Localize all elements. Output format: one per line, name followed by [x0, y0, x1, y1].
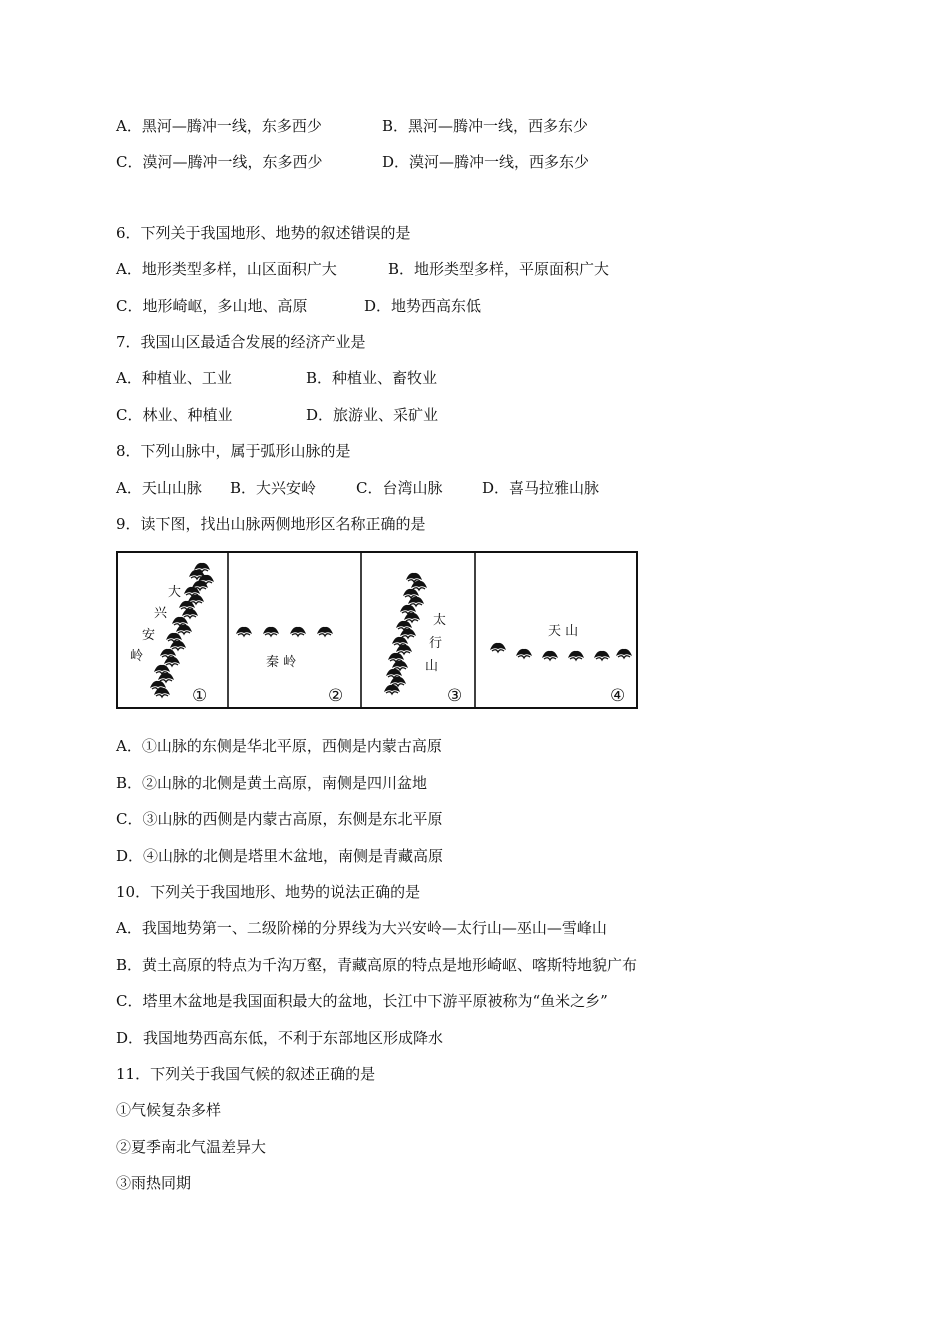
q5-option-a: A．黑河—腾冲一线，东多西少: [116, 117, 322, 135]
q9-option-b: B．②山脉的北侧是黄土高原，南侧是四川盆地: [116, 774, 428, 792]
panel-number-4: ④: [610, 686, 626, 706]
q8-option-b: B．大兴安岭: [230, 479, 317, 497]
q10-option-d: D．我国地势西高东低，不利于东部地区形成降水: [116, 1029, 444, 1047]
q5-option-c: C．漠河—腾冲一线，东多西少: [116, 153, 323, 171]
label-p3-char-2: 行: [429, 636, 443, 651]
q11-stem: 11．下列关于我国气候的叙述正确的是: [116, 1065, 376, 1083]
q8-option-c: C．台湾山脉: [356, 479, 443, 497]
q11-item-3: ③雨热同期: [116, 1174, 192, 1192]
panel-number-1: ①: [192, 686, 208, 706]
q7-option-a: A．种植业、工业: [116, 369, 232, 387]
label-p2: 秦 岭: [266, 655, 297, 670]
q10-stem: 10．下列关于我国地形、地势的说法正确的是: [116, 883, 421, 901]
q5-option-b: B．黑河—腾冲一线，西多东少: [382, 117, 589, 135]
q8-stem: 8．下列山脉中，属于弧形山脉的是: [116, 442, 351, 460]
q9-option-d: D．④山脉的北侧是塔里木盆地，南侧是青藏高原: [116, 847, 444, 865]
q11-item-2: ②夏季南北气温差异大: [116, 1138, 267, 1156]
q10-option-c: C．塔里木盆地是我国面积最大的盆地，长江中下游平原被称为“鱼米之乡”: [116, 992, 608, 1010]
label-p4: 天 山: [548, 624, 579, 639]
label-p1-char-2: 兴: [154, 606, 168, 621]
q6-stem: 6．下列关于我国地形、地势的叙述错误的是: [116, 224, 411, 242]
q5-options-row-2: [116, 152, 590, 212]
q5-option-d: D．漠河—腾冲一线，西多东少: [382, 153, 590, 171]
q11-item-1: ①气候复杂多样: [116, 1101, 222, 1119]
label-p1-char-4: 岭: [130, 649, 144, 664]
label-p3-char-1: 太: [433, 613, 447, 628]
mountain-range-figure: [116, 551, 638, 709]
q10-option-a: A．我国地势第一、二级阶梯的分界线为大兴安岭—太行山—巫山—雪峰山: [116, 919, 607, 937]
q10-option-b: B．黄土高原的特点为千沟万壑，青藏高原的特点是地形崎岖、喀斯特地貌广布: [116, 956, 638, 974]
panel-number-3: ③: [447, 686, 463, 706]
q6-option-d: D．地势西高东低: [364, 297, 482, 315]
panel-number-2: ②: [328, 686, 344, 706]
q8-option-d: D．喜马拉雅山脉: [482, 479, 600, 497]
q8-option-a: A．天山山脉: [116, 479, 202, 497]
q7-option-b: B．种植业、畜牧业: [306, 369, 438, 387]
q9-option-a: A．①山脉的东侧是华北平原，西侧是内蒙古高原: [116, 737, 442, 755]
q6-option-c: C．地形崎岖，多山地、高原: [116, 297, 308, 315]
label-p1-char-1: 大: [168, 585, 182, 600]
q6-option-a: A．地形类型多样，山区面积广大: [116, 260, 337, 278]
q6-option-b: B．地形类型多样，平原面积广大: [388, 260, 610, 278]
q9-option-c: C．③山脉的西侧是内蒙古高原，东侧是东北平原: [116, 810, 443, 828]
label-p3-char-3: 山: [425, 659, 439, 674]
q7-stem: 7．我国山区最适合发展的经济产业是: [116, 333, 366, 351]
label-p1-char-3: 安: [142, 628, 156, 643]
q7-option-d: D．旅游业、采矿业: [306, 406, 439, 424]
q7-option-c: C．林业、种植业: [116, 406, 233, 424]
q9-stem: 9．读下图，找出山脉两侧地形区名称正确的是: [116, 515, 426, 533]
